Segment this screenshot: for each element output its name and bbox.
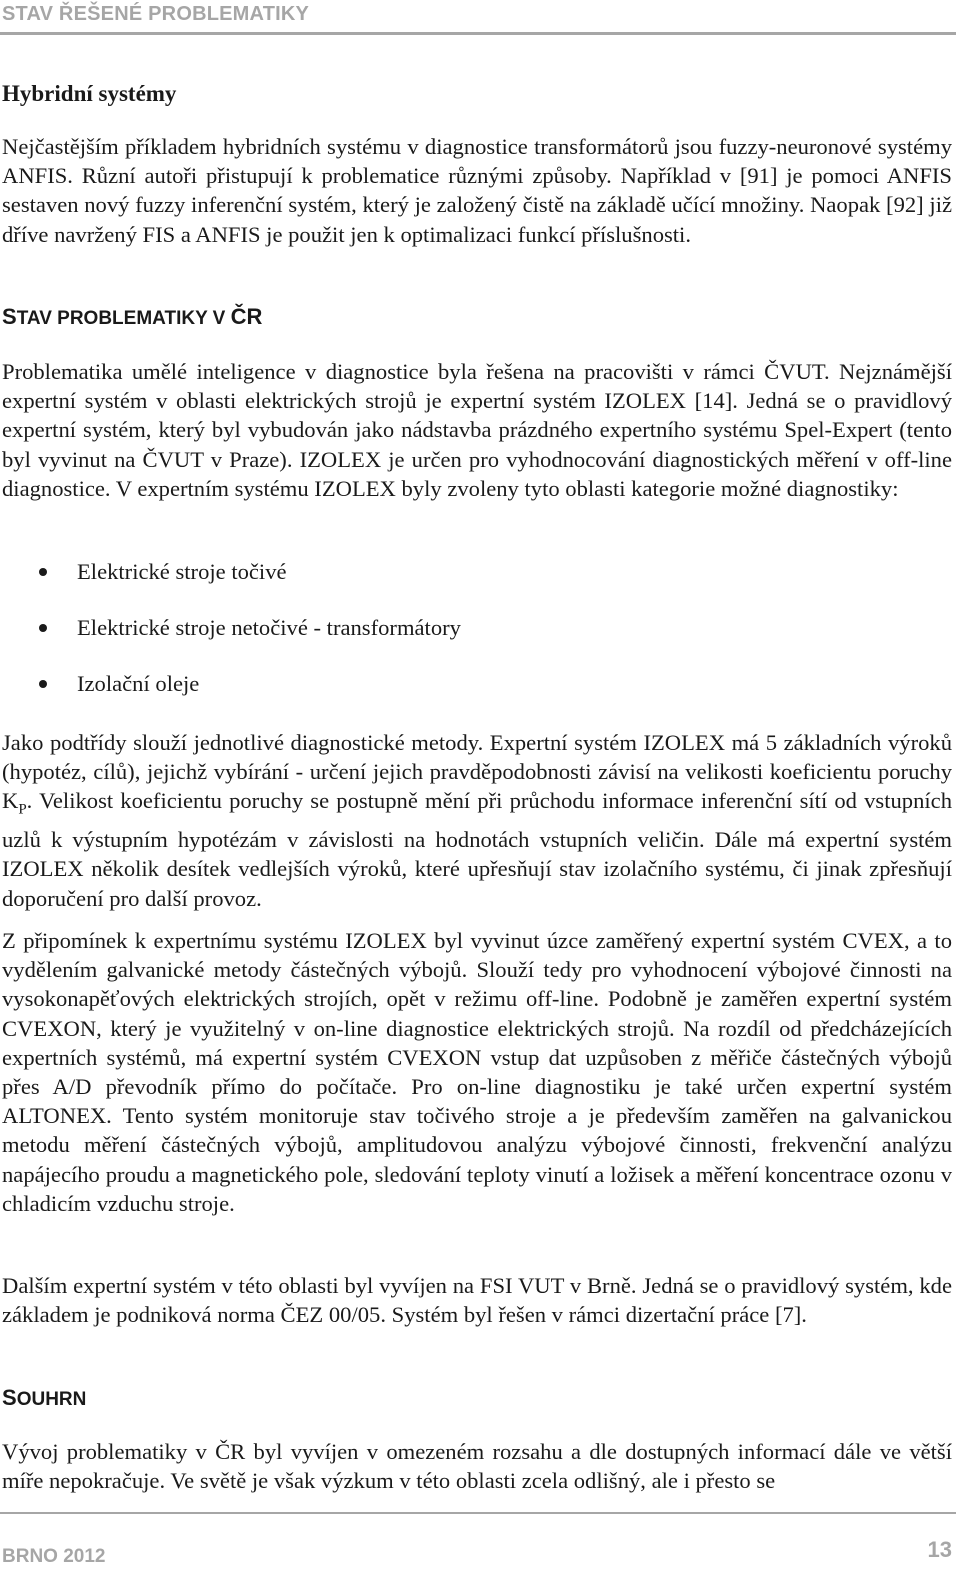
paragraph-text: Dalším expertní systém v této oblasti byl vyvíjen na FSI VUT v Brně. Jedná se o pravidlový systém, kde základem je podniková norma ČEZ 00/05. Systém byl řešen v rámci dizertační práce [7].	[2, 1273, 952, 1328]
footer-rule	[0, 1512, 956, 1514]
category-list	[0, 556, 900, 724]
footer-place-year: BRNO 2012	[2, 1546, 106, 1567]
paragraph-text: Nejčastějším příkladem hybridních systému v diagnostice transformátorů jsou fuzzy-neuronové systémy ANFIS. Různí autoři přistupují k problematice různými způsoby. Například v [91] je pomoci ANFIS sestaven nový fuzzy inferenční systém, který je založený čistě na základě učící množiny. Naopak [92] již dříve navržený FIS a ANFIS je použit jen k optimalizaci funkcí příslušnosti.	[2, 134, 952, 247]
paragraph-text-part: . Velikost koeficientu poruchy se postupně mění při průchodu informace inferenční sítí od vstupních uzlů k výstupním hypotézám v závislosti na hodnotách vstupních veličin. Dále má expertní systém IZOLEX několik desítek vedlejších výroků, které upřesňují stav izolačního systému, či jinak zpřesňují doporučení pro další provoz.	[2, 788, 952, 911]
paragraph-text	[2, 728, 952, 913]
list-item	[0, 612, 900, 668]
paragraph-cr-intro	[2, 357, 952, 503]
heading-hybrid-systems: Hybridní systémy	[2, 81, 177, 106]
subscript: P	[18, 801, 27, 818]
heading-initial: S	[2, 304, 17, 329]
page-number: 13	[927, 1537, 952, 1562]
heading-rest: TAV PROBLEMATIKY V	[16, 308, 231, 329]
paragraph-cvex	[2, 926, 952, 1218]
paragraph-text: Vývoj problematiky v ČR byl vyvíjen v omezeném rozsahu a dle dostupných informací dále ve větší míře nepokračuje. Ve světě je však výzkum v této oblasti zcela odlišný, ale i přesto se	[2, 1439, 952, 1494]
heading-cr-state	[2, 304, 262, 332]
bullet-icon	[39, 568, 47, 576]
list-item-label: Elektrické stroje netočivé - transformátory	[77, 615, 461, 640]
paragraph-text: Z připomínek k expertnímu systému IZOLEX byl vyvinut úzce zaměřený expertní systém CVEX, a to vydělením galvanické metody částečných výbojů. Slouží tedy pro vyhodnocení výbojové činnosti na vysokonapěťových elektrických strojích, opět v režimu off-line. Podobně je zaměřen expertní systém CVEXON, který je využitelný v on-line diagnostice elektrických strojů. Na rozdíl od předcházejících expertních systémů, má expertní systém CVEXON vstup dat uzpůsoben z měřiče částečných výbojů přes A/D převodník přímo do počítače. Pro on-line diagnostiku je také určen expertní systém ALTONEX. Tento systém monitoruje stav točivého stroje a je především zaměřen na galvanickou metodu měření částečných výbojů, amplitudovou analýzu výbojové činnosti, frekvenční analýzu napájecího proudu a magnetického pole, sledování teploty vinutí a ložisek a měření koncentrace ozonu v chladicím vzduchu stroje.	[2, 928, 952, 1216]
paragraph-hybrid	[2, 132, 952, 249]
paragraph-summary	[2, 1437, 952, 1495]
heading-initial: S	[2, 1385, 17, 1410]
paragraph-text-part: Jako podtřídy slouží jednotlivé diagnostické metody. Expertní systém IZOLEX má 5 základních výroků (hypotéz, cílů), jejichž vybírání - určení jejich pravděpodobnosti závisí na velikosti koeficientu poruchy K	[2, 730, 952, 814]
running-header: STAV ŘEŠENÉ PROBLEMATIKY	[2, 3, 310, 25]
bullet-icon	[39, 624, 47, 632]
heading-summary	[2, 1385, 86, 1413]
paragraph-text: Problematika umělé inteligence v diagnostice byla řešena na pracovišti v rámci ČVUT. Nejznámější expertní systém v oblasti elektrických strojů je expertní systém IZOLEX [14]. Jedná se o pravidlový expertní systém, který byl vybudován jako nádstavba prázdného expertního systému Spel-Expert (tento byl vyvinut na ČVUT v Praze). IZOLEX je určen pro vyhodnocování diagnostických měření v off-line diagnostice. V expertním systému IZOLEX byly zvoleny tyto oblasti kategorie možné diagnostiky:	[2, 359, 952, 501]
list-item	[0, 556, 900, 612]
list-item-label: Izolační oleje	[77, 671, 200, 696]
list-item-label: Elektrické stroje točivé	[77, 559, 287, 584]
list-item	[0, 668, 900, 724]
paragraph-izolex	[2, 728, 952, 913]
bullet-icon	[39, 680, 47, 688]
heading-rest: OUHRN	[16, 1389, 87, 1410]
paragraph-fsi	[2, 1271, 952, 1329]
header-rule	[0, 32, 956, 35]
heading-last: ČR	[230, 304, 263, 329]
